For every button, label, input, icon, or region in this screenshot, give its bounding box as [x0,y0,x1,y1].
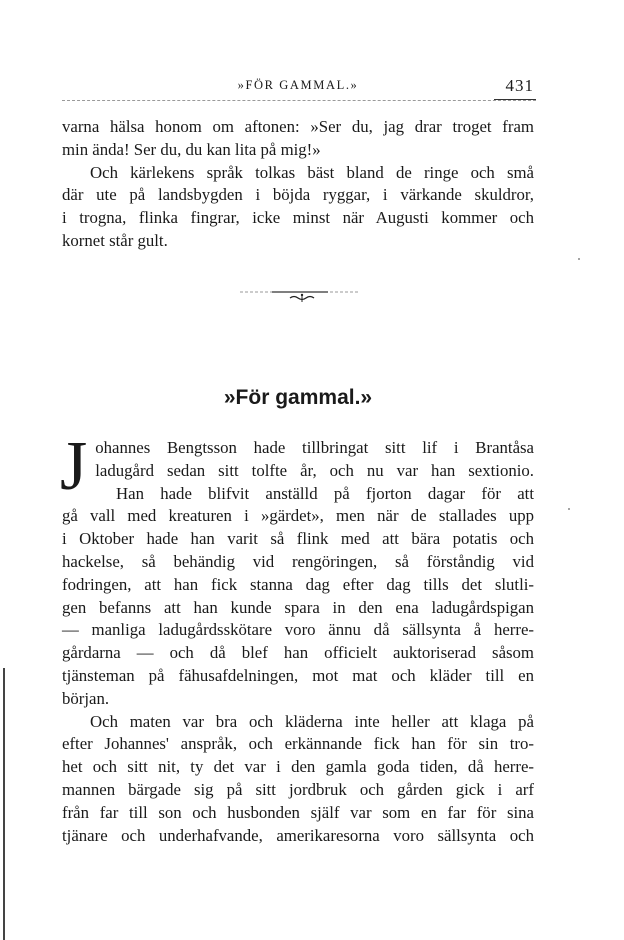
text-line: fodringen, att han fick stanna dag efter dag tills det slutli- [62,574,534,594]
text-line: i Oktober hade han varit så flink med att bära potatis och [62,529,534,549]
running-title: »FÖR GAMMAL.» [237,78,359,92]
chapter-body-text [60,428,534,847]
text-line: tjänare och underhafvande, amerikaresorna voro sällsynta och [62,825,534,845]
text-line: — manliga ladugårdsskötare voro ännu då sällsynta å herre- [62,620,534,640]
text-line: varna hälsa honom om aftonen: »Ser du, jag drar troget fram [62,117,534,136]
text-line: i trogna, flinka fingrar, icke minst när Augusti kommer och [62,208,534,228]
scan-speck [568,508,570,510]
chapter-title: »För gammal.» [223,386,373,409]
text-line: gen befanns att han kunde spara in den ena ladugårdspigan [62,597,534,617]
drop-cap: J [60,428,88,505]
text-line: hackelse, så behändig vid rengöringen, så förståndig vid [62,551,534,571]
text-line: gårdarna — och då blef han officielt auktoriserad såsom [62,643,534,663]
text-line: ladugård sedan sitt tolfte år, och nu var han sextionio. [95,460,534,480]
text-line: där ute på landsbygden i böjda ryggar, i värkande skuldror, [62,185,534,205]
text-line: mannen bärgade sig på sitt jordbruk och gården gick i arf [62,779,534,799]
scan-speck [578,258,580,260]
text-line: Och kärlekens språk tolkas bäst bland de ringe och små [90,162,534,182]
text-line: början. [62,688,110,708]
header-rule-accent [494,99,536,100]
text-line: från far till son och husbonden själf var som en far för sina [62,802,534,822]
text-line: Och maten var bra och kläderna inte heller att klaga på [90,711,534,731]
header-rule [62,100,536,101]
text-line: efter Johannes' anspråk, och erkännande fick han för sin tro- [62,734,534,754]
previous-section-text [62,116,534,253]
text-line: min ända! Ser du, du kan lita på mig!» [62,139,321,159]
text-line: Han hade blifvit anställd på fjorton dagar för att [116,483,534,503]
text-line: tjänsteman på fähusafdelningen, mot mat och kläder till en [62,665,534,685]
running-header [60,76,536,96]
text-line: ohannes Bengtsson hade tillbringat sitt lif i Brantåsa [95,438,534,457]
scan-edge-line [3,668,5,940]
text-line: gå vall med kreaturen i »gärdet», men när de stallades upp [62,506,534,526]
page-number: 431 [505,76,534,95]
text-line: het och sitt nit, ty det var i den gamla goda tiden, då herre- [62,757,534,777]
section-break-ornament-icon [232,286,368,306]
text-line: kornet står gult. [62,230,168,250]
